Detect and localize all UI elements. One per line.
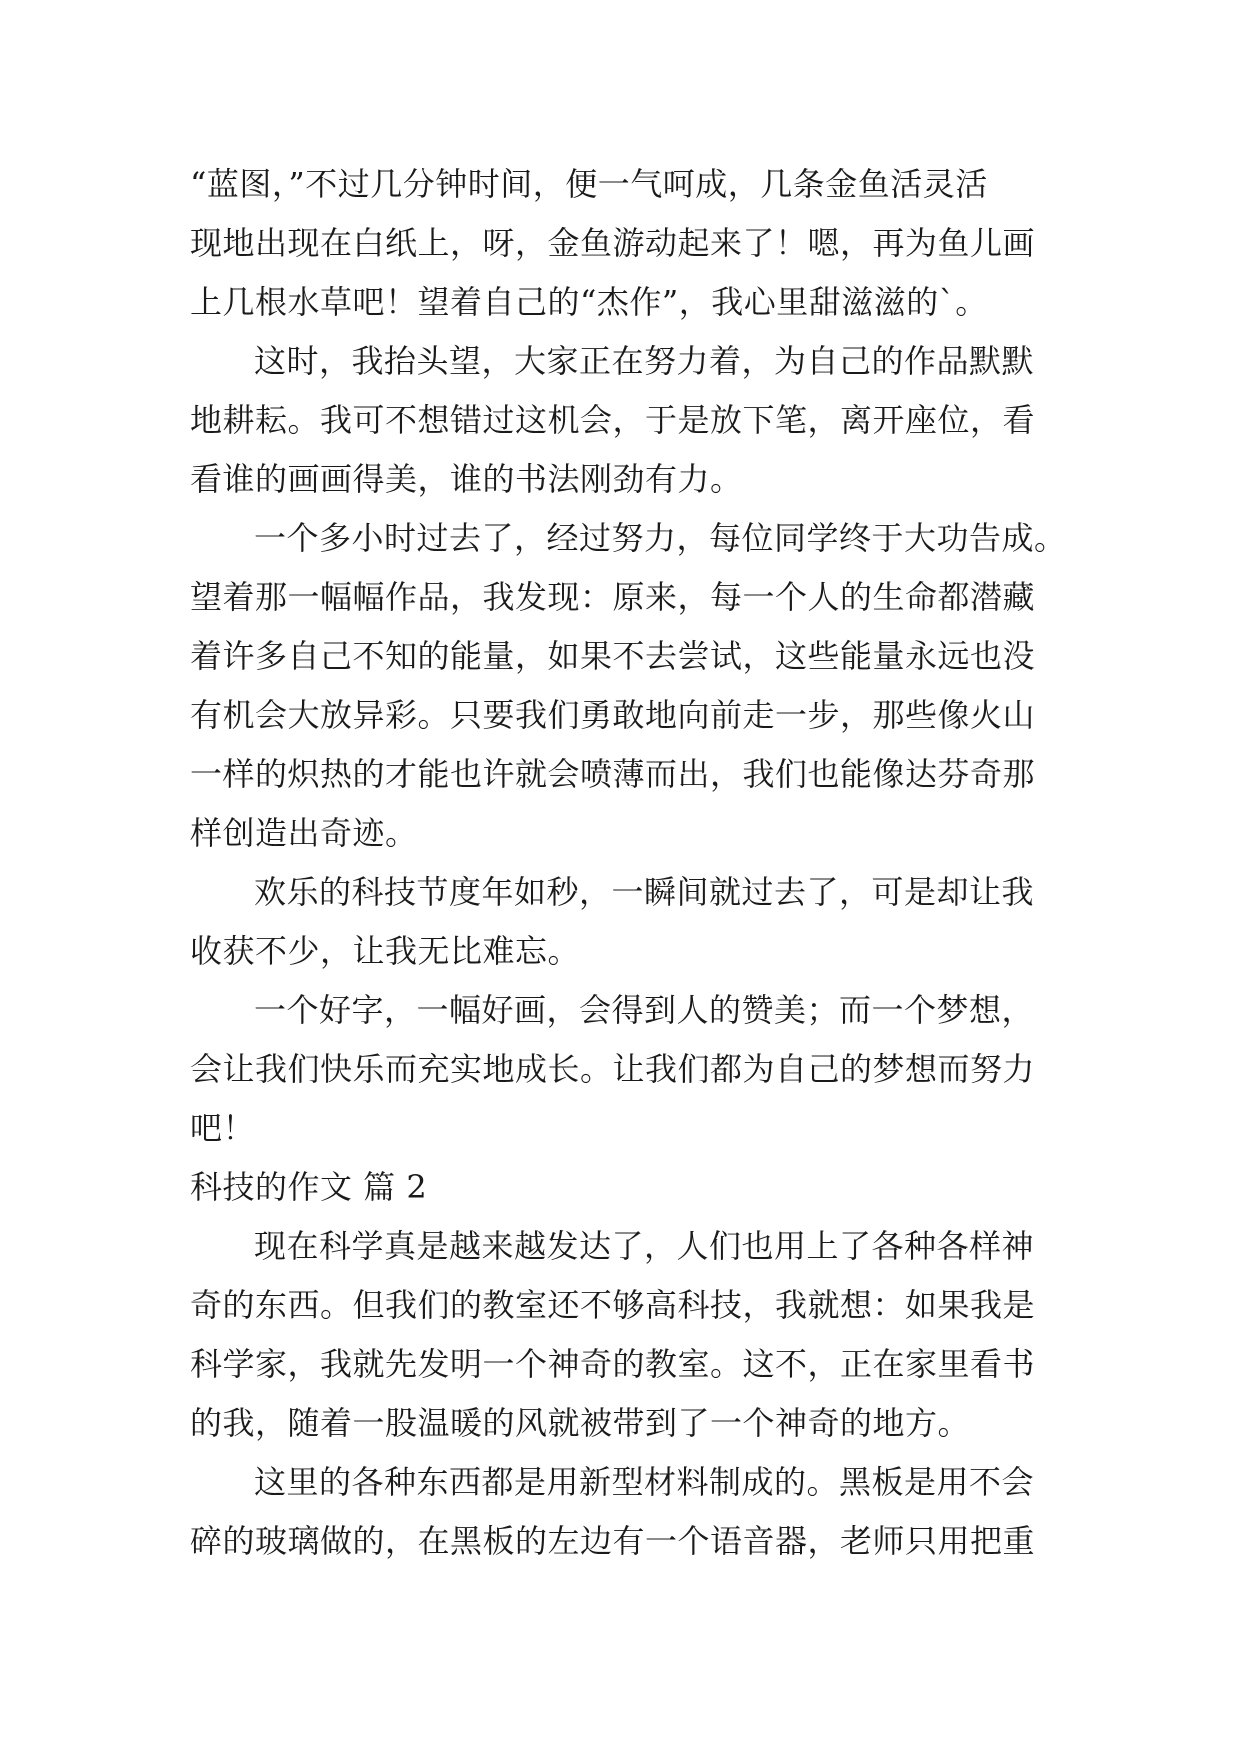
paragraph-start-line: 这时，我抬头望，大家正在努力着，为自己的作品默默 [254, 342, 1035, 380]
paragraph-start-line: 一个多小时过去了，经过努力，每位同学终于大功告成。 [254, 519, 1067, 557]
text-line-6: 看谁的画画得美，谁的书法刚劲有力。 [190, 460, 743, 498]
paragraph-start-line: 这里的各种东西都是用新型材料制成的。黑板是用不会 [254, 1463, 1035, 1501]
text-line-11: 一样的炽热的才能也许就会喷薄而出，我们也能像达芬奇那 [190, 755, 1036, 793]
text-line-12: 样创造出奇迹。 [190, 814, 418, 852]
text-line-10: 有机会大放异彩。只要我们勇敢地向前走一步，那些像火山 [190, 696, 1036, 734]
text-line-1: “蓝图，”不过几分钟时间，便一气呵成，几条金鱼活灵活 [190, 165, 988, 203]
paragraph-start-line: 现在科学真是越来越发达了，人们也用上了各种各样神 [254, 1227, 1035, 1265]
paragraph-start-line: 欢乐的科技节度年如秒，一瞬间就过去了，可是却让我 [254, 873, 1035, 911]
text-line-9: 着许多自己不知的能量，如果不去尝试，这些能量永远也没 [190, 637, 1036, 675]
text-line-21: 科学家，我就先发明一个神奇的教室。这不，正在家里看书 [190, 1345, 1036, 1383]
section-heading: 科技的作文 篇 2 [190, 1168, 428, 1206]
text-line-17: 吧！ [190, 1109, 256, 1147]
text-line-20: 奇的东西。但我们的教室还不够高科技，我就想：如果我是 [190, 1286, 1036, 1324]
text-line-14: 收获不少，让我无比难忘。 [190, 932, 581, 970]
text-line-22: 的我，随着一股温暖的风就被带到了一个神奇的地方。 [190, 1404, 971, 1442]
paragraph-start-line: 一个好字，一幅好画，会得到人的赞美；而一个梦想， [254, 991, 1035, 1029]
text-line-16: 会让我们快乐而充实地成长。让我们都为自己的梦想而努力 [190, 1050, 1036, 1088]
text-line-3: 上几根水草吧！望着自己的“杰作”，我心里甜滋滋的`。 [190, 283, 988, 321]
text-line-8: 望着那一幅幅作品，我发现：原来，每一个人的生命都潜藏 [190, 578, 1036, 616]
text-line-2: 现地出现在白纸上，呀，金鱼游动起来了！嗯，再为鱼儿画 [190, 224, 1036, 262]
text-line-24: 碎的玻璃做的，在黑板的左边有一个语音器，老师只用把重 [190, 1522, 1036, 1560]
article-body [190, 155, 1067, 1571]
text-line-5: 地耕耘。我可不想错过这机会，于是放下笔，离开座位，看 [190, 401, 1036, 439]
